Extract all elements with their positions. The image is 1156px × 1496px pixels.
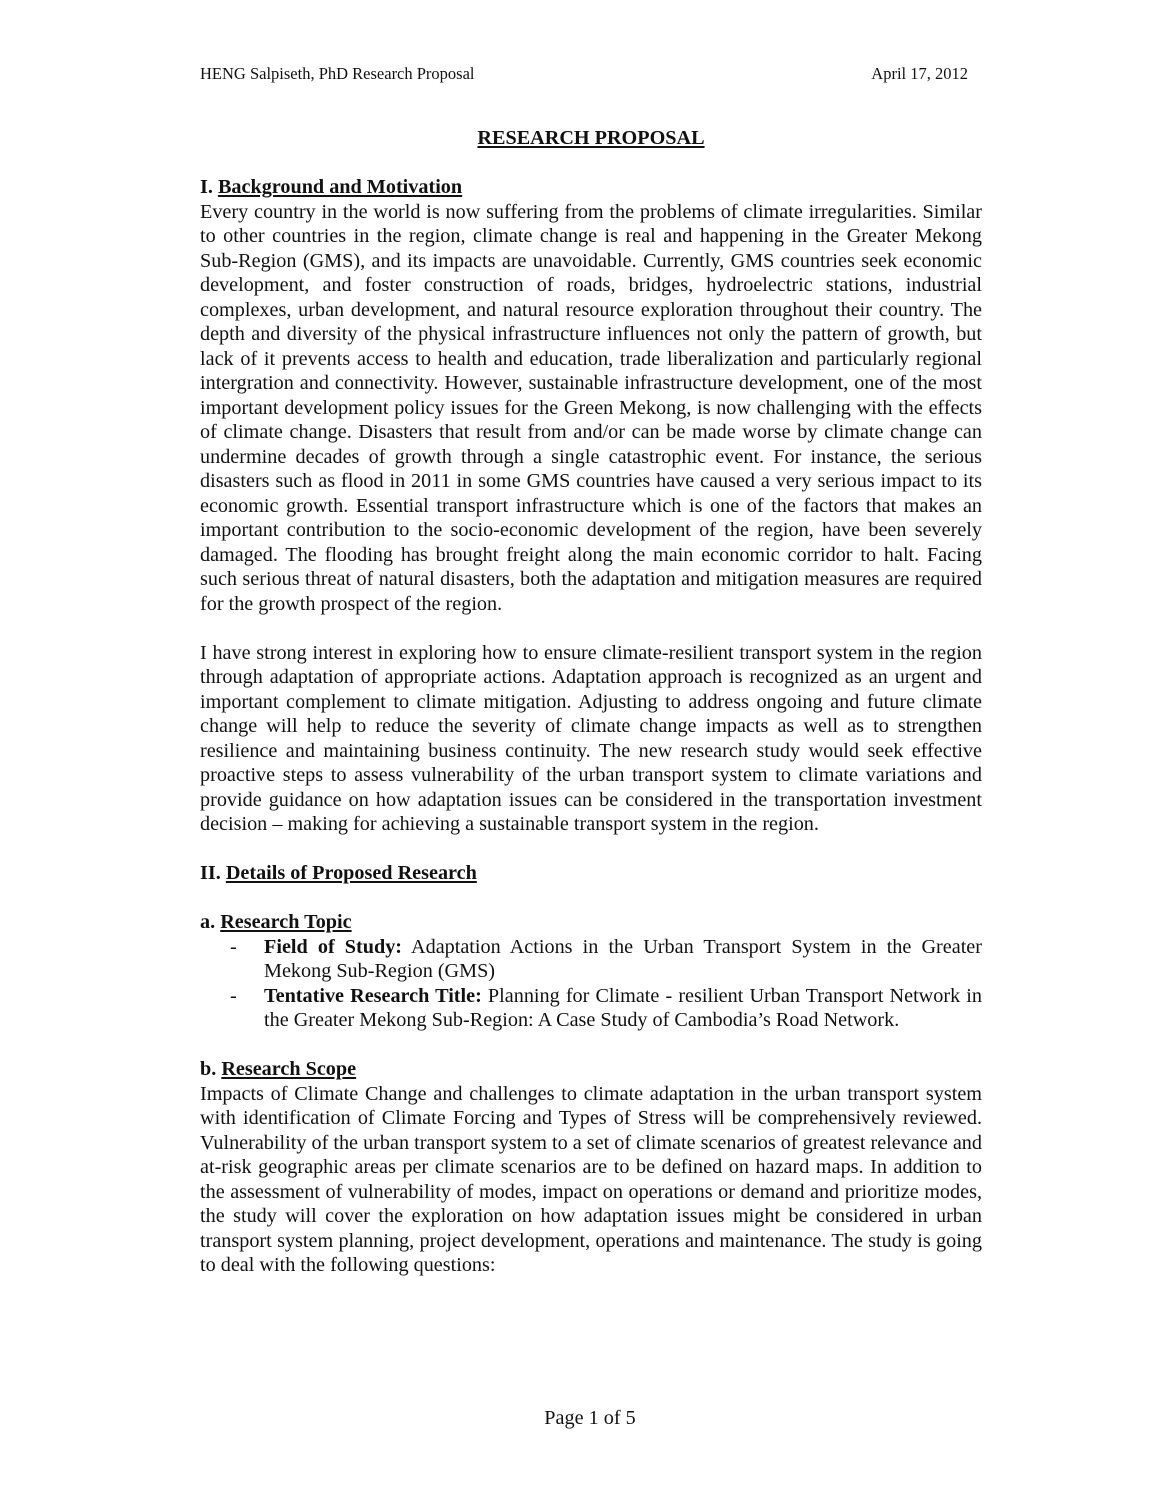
document-body xyxy=(200,126,982,1278)
subsection-title: Research Scope xyxy=(221,1058,357,1080)
subsection-letter: a. xyxy=(200,911,216,933)
section-number: I. xyxy=(200,176,213,198)
header-date: April 17, 2012 xyxy=(871,64,968,83)
section-title: Background and Motivation xyxy=(217,176,463,198)
subsection-heading-topic xyxy=(200,910,982,935)
list-item-research-title xyxy=(200,984,982,1033)
research-topic-list xyxy=(200,935,982,1033)
item-label: Field of Study: xyxy=(264,935,403,958)
subsection-heading-scope xyxy=(200,1057,982,1082)
dash-bullet: - xyxy=(230,984,237,1007)
background-paragraph-1: Every country in the world is now suffering from the problems of climate irregularities. Similar to other countries in the region, climate change is real and happening in the Greater Mekong Sub-Region (GMS), and its impacts are unavoidable. Currently, GMS countries seek economic development, and foster construction of roads, bridges, hydroelectric stations, industrial complexes, urban development, and natural resource exploration throughout their country. The depth and diversity of the physical infrastructure influences not only the pattern of growth, but lack of it prevents access to health and education, trade liberalization and particularly regional intergration and connectivity. However, sustainable infrastructure development, one of the most important development policy issues for the Green Mekong, is now challenging with the effects of climate change. Disasters that result from and/or can be made worse by climate change can undermine decades of growth through a single catastrophic event. For instance, the serious disasters such as flood in 2011 in some GMS countries have caused a very serious impact to its economic growth. Essential transport infrastructure which is one of the factors that makes an important contribution to the socio-economic development of the region, have been severely damaged. The flooding has brought freight along the main economic corridor to halt. Facing such serious threat of natural disasters, both the adaptation and mitigation measures are required for the growth prospect of the region. xyxy=(200,200,982,615)
page-number: Page 1 of 5 xyxy=(544,1407,636,1429)
list-item-field-of-study xyxy=(200,935,982,984)
section-heading-details xyxy=(200,861,982,886)
background-paragraph-2: I have strong interest in exploring how to ensure climate-resilient transport system in the region through adaptation of appropriate actions. Adaptation approach is recognized as an urgent and important complement to climate mitigation. Adjusting to address ongoing and future climate change will help to reduce the severity of climate change impacts as well as to strengthen resilience and maintaining business continuity. The new research study would seek effective proactive steps to assess vulnerability of the urban transport system to climate variations and provide guidance on how adaptation issues can be considered in the transportation investment decision – making for achieving a sustainable transport system in the region. xyxy=(200,641,982,835)
item-label: Tentative Research Title: xyxy=(264,984,482,1007)
item-text: Adaptation Actions in the Urban Transport System in the Greater Mekong Sub-Region (GMS) xyxy=(264,935,982,982)
item-text: Planning for Climate - resilient Urban Transport Network in the Greater Mekong Sub-Region: A Case Study of Cambodia’s Road Network. xyxy=(264,984,982,1031)
subsection-title: Research Topic xyxy=(220,911,352,933)
document-title: RESEARCH PROPOSAL xyxy=(477,127,705,149)
section-title: Details of Proposed Research xyxy=(225,862,477,884)
dash-bullet: - xyxy=(230,935,237,958)
header-author-title: HENG Salpiseth, PhD Research Proposal xyxy=(200,64,475,83)
research-scope-paragraph: Impacts of Climate Change and challenges to climate adaptation in the urban transport system with identification of Climate Forcing and Types of Stress will be comprehensively reviewed. Vulnerability of the urban transport system to a set of climate scenarios of greatest relevance and at-risk geographic areas per climate scenarios are to be defined on hazard maps. In addition to the assessment of vulnerability of modes, impact on operations or demand and prioritize modes, the study will cover the exploration on how adaptation issues might be considered in urban transport system planning, project development, operations and maintenance. The study is going to deal with the following questions: xyxy=(200,1082,982,1276)
section-heading-background xyxy=(200,175,982,200)
running-header xyxy=(200,64,968,84)
section-number: II. xyxy=(200,862,221,884)
subsection-letter: b. xyxy=(200,1058,217,1080)
